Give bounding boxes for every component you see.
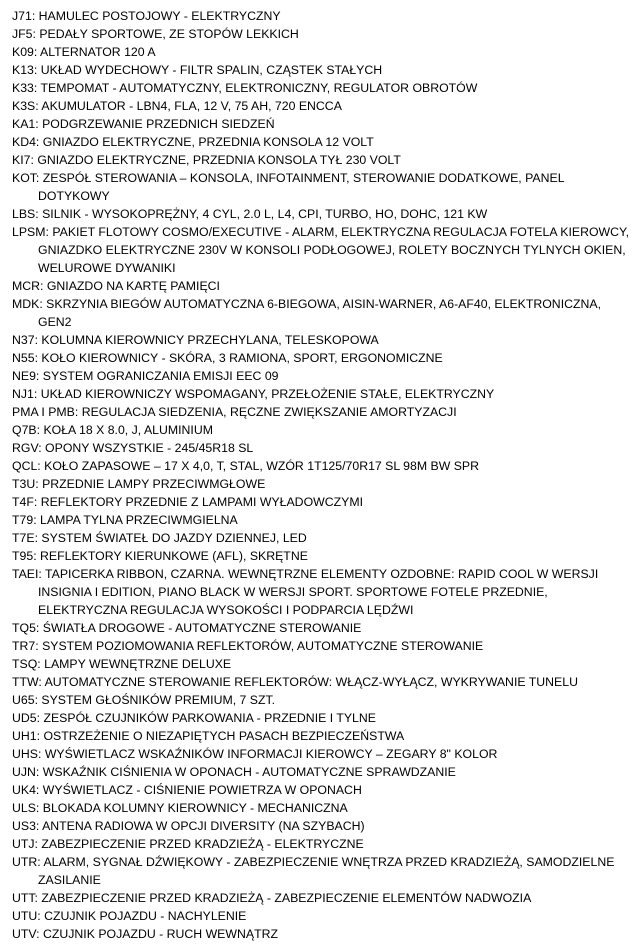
list-item xyxy=(12,925,632,943)
list-item xyxy=(12,43,632,61)
list-item xyxy=(12,367,632,385)
list-item xyxy=(12,457,632,475)
option-description: WYŚWIETLACZ - CIŚNIENIE POWIETRZA W OPONACH xyxy=(42,783,362,797)
option-description: GNIAZDO NA KARTĘ PAMIĘCI xyxy=(46,279,220,293)
list-item xyxy=(12,655,632,673)
option-code: T4F : xyxy=(12,495,41,509)
list-item xyxy=(12,547,632,565)
option-description: SYSTEM POZIOMOWANIA REFLEKTORÓW, AUTOMATYCZNE STEROWANIE xyxy=(42,639,484,653)
option-description: REGULACJA SIEDZENIA, RĘCZNE ZWIĘKSZANIE AMORTYZACJI xyxy=(81,405,457,419)
list-item xyxy=(12,853,632,889)
list-item xyxy=(12,817,632,835)
option-code: ULS : xyxy=(12,801,43,815)
option-code: QCL : xyxy=(12,459,44,473)
option-description: WSKAŹNIK CIŚNIENIA W OPONACH - AUTOMATYCZNE SPRAWDZANIE xyxy=(42,765,456,779)
list-item xyxy=(12,565,632,619)
list-item xyxy=(12,673,632,691)
option-code: T79 : xyxy=(12,513,40,527)
list-item xyxy=(12,907,632,925)
list-item xyxy=(12,61,632,79)
option-description: CZUJNIK POJAZDU - RUCH WEWNĄTRZ xyxy=(42,927,278,941)
option-description: PAKIET FLOTOWY COSMO/EXECUTIVE - ALARM, ELEKTRYCZNA REGULACJA FOTELA KIEROWCY, GNIAZDKO ELEKTRYCZNE 230V W KONSOLI PODŁOGOWEJ, ROLETY BOCZNYCH TYLNYCH OKIEN, WELUROWE DYWANIKI xyxy=(38,225,630,275)
list-item xyxy=(12,439,632,457)
option-description: SILNIK - WYSOKOPRĘŻNY, 4 CYL, 2.0 L, L4, CPI, TURBO, HO, DOHC, 121 KW xyxy=(42,207,488,221)
option-code: LPSM : xyxy=(12,225,52,239)
option-description: GNIAZDO ELEKTRYCZNE, PRZEDNIA KONSOLA 12 VOLT xyxy=(42,135,374,149)
option-description: KOŁO ZAPASOWE – 17 X 4,0, T, STAL, WZÓR 1T125/70R17 SL 98M BW SPR xyxy=(44,459,480,473)
list-item xyxy=(12,889,632,907)
option-code: UH1 : xyxy=(12,729,43,743)
list-item xyxy=(12,835,632,853)
list-item xyxy=(12,151,632,169)
option-description: PEDAŁY SPORTOWE, ZE STOPÓW LEKKICH xyxy=(39,27,299,41)
option-code: LBS : xyxy=(12,207,42,221)
option-code: T7E : xyxy=(12,531,41,545)
option-code: KI7 : xyxy=(12,153,37,167)
list-item xyxy=(12,637,632,655)
option-description: SYSTEM OGRANICZANIA EMISJI EEC 09 xyxy=(42,369,279,383)
option-code: UTU : xyxy=(12,909,44,923)
option-description: LAMPY WEWNĘTRZNE DELUXE xyxy=(44,657,232,671)
list-item xyxy=(12,349,632,367)
option-code-list xyxy=(12,7,632,943)
list-item xyxy=(12,277,632,295)
list-item xyxy=(12,727,632,745)
option-description: SKRZYNIA BIEGÓW AUTOMATYCZNA 6-BIEGOWA, AISIN-WARNER, A6-AF40, ELEKTRONICZNA, GEN2 xyxy=(38,297,601,329)
option-description: AKUMULATOR - LBN4, FLA, 12 V, 75 AH, 720 ENCCA xyxy=(41,99,342,113)
option-description: ZABEZPIECZENIE PRZED KRADZIEŻĄ - ELEKTRYCZNE xyxy=(41,837,364,851)
option-description: ALTERNATOR 120 A xyxy=(40,45,156,59)
option-code: MCR : xyxy=(12,279,47,293)
option-description: PODGRZEWANIE PRZEDNICH SIEDZEŃ xyxy=(42,117,275,131)
option-code: TAEI : xyxy=(12,567,45,581)
option-code: UTR : xyxy=(12,855,43,869)
list-item xyxy=(12,79,632,97)
option-code: J71 : xyxy=(12,9,39,23)
option-code: N55 : xyxy=(12,351,41,365)
option-code: K13 : xyxy=(12,63,41,77)
option-code: TR7 : xyxy=(12,639,42,653)
option-code: UJN : xyxy=(12,765,43,779)
list-item xyxy=(12,511,632,529)
option-code: Q7B : xyxy=(12,423,43,437)
list-item xyxy=(12,493,632,511)
option-code: JF5 : xyxy=(12,27,39,41)
list-item xyxy=(12,799,632,817)
list-item xyxy=(12,25,632,43)
option-description: HAMULEC POSTOJOWY - ELEKTRYCZNY xyxy=(38,9,281,23)
list-item xyxy=(12,709,632,727)
option-code: K3S : xyxy=(12,99,41,113)
option-code: U65 : xyxy=(12,693,41,707)
option-description: ZESPÓŁ CZUJNIKÓW PARKOWANIA - PRZEDNIE I TYLNE xyxy=(43,711,376,725)
list-item xyxy=(12,385,632,403)
option-description: KOŁA 18 X 8.0, J, ALUMINIUM xyxy=(43,423,213,437)
option-code: UD5 : xyxy=(12,711,43,725)
option-code: RGV : xyxy=(12,441,45,455)
option-code: K09 : xyxy=(12,45,40,59)
option-code: TTW : xyxy=(12,675,45,689)
option-code: KOT : xyxy=(12,171,43,185)
list-item xyxy=(12,619,632,637)
list-item xyxy=(12,133,632,151)
option-code: UTT : xyxy=(12,891,41,905)
list-item xyxy=(12,745,632,763)
option-description: OSTRZEŻENIE O NIEZAPIĘTYCH PASACH BEZPIECZEŃSTWA xyxy=(43,729,405,743)
option-description: REFLEKTORY PRZEDNIE Z LAMPAMI WYŁADOWCZYMI xyxy=(40,495,363,509)
option-code: N37 : xyxy=(12,333,41,347)
option-code: UHS : xyxy=(12,747,45,761)
option-description: ALARM, SYGNAŁ DŹWIĘKOWY - ZABEZPIECZENIE WNĘTRZA PRZED KRADZIEŻĄ, SAMODZIELNE ZASILANIE xyxy=(38,855,615,887)
list-item xyxy=(12,331,632,349)
option-code: T95 : xyxy=(12,549,40,563)
list-item xyxy=(12,223,632,277)
list-item xyxy=(12,403,632,421)
list-item xyxy=(12,691,632,709)
list-item xyxy=(12,781,632,799)
option-code: KA1 : xyxy=(12,117,42,131)
option-description: LAMPA TYLNA PRZECIWMGIELNA xyxy=(40,513,238,527)
list-item xyxy=(12,115,632,133)
list-item xyxy=(12,295,632,331)
list-item xyxy=(12,421,632,439)
option-description: UKŁAD WYDECHOWY - FILTR SPALIN, CZĄSTEK STAŁYCH xyxy=(40,63,383,77)
option-description: KOŁO KIEROWNICY - SKÓRA, 3 RAMIONA, SPORT, ERGONOMICZNE xyxy=(41,351,443,365)
option-code: NJ1 : xyxy=(12,387,41,401)
list-item xyxy=(12,97,632,115)
list-item xyxy=(12,529,632,547)
option-description: AUTOMATYCZNE STEROWANIE REFLEKTORÓW: WŁĄCZ-WYŁĄCZ, WYKRYWANIE TUNELU xyxy=(44,675,578,689)
option-code: NE9 : xyxy=(12,369,43,383)
option-description: GNIAZDO ELEKTRYCZNE, PRZEDNIA KONSOLA TYŁ 230 VOLT xyxy=(37,153,401,167)
option-description: UKŁAD KIEROWNICZY WSPOMAGANY, PRZEŁOŻENIE STAŁE, ELEKTRYCZNY xyxy=(40,387,495,401)
list-item xyxy=(12,169,632,205)
option-code: US3 : xyxy=(12,819,42,833)
list-item xyxy=(12,7,632,25)
option-description: TEMPOMAT - AUTOMATYCZNY, ELEKTRONICZNY, REGULATOR OBROTÓW xyxy=(40,81,478,95)
list-item xyxy=(12,763,632,781)
option-code: TQ5 : xyxy=(12,621,43,635)
option-description: ŚWIATŁA DROGOWE - AUTOMATYCZNE STEROWANIE xyxy=(42,621,362,635)
list-item xyxy=(12,475,632,493)
option-description: CZUJNIK POJAZDU - NACHYLENIE xyxy=(44,909,247,923)
option-code: K33 : xyxy=(12,81,41,95)
option-description: KOLUMNA KIEROWNICY PRZECHYLANA, TELESKOPOWA xyxy=(41,333,379,347)
option-code: T3U : xyxy=(12,477,42,491)
option-description: REFLEKTORY KIERUNKOWE (AFL), SKRĘTNE xyxy=(40,549,308,563)
option-description: ZABEZPIECZENIE PRZED KRADZIEŻĄ - ZABEZPIECZENIE ELEMENTÓW NADWOZIA xyxy=(41,891,532,905)
option-code: TSQ : xyxy=(12,657,44,671)
option-code: UTV : xyxy=(12,927,43,941)
option-description: PRZEDNIE LAMPY PRZECIWMGŁOWE xyxy=(42,477,266,491)
option-code: UK4 : xyxy=(12,783,43,797)
option-description: SYSTEM ŚWIATEŁ DO JAZDY DZIENNEJ, LED xyxy=(41,531,307,545)
option-code: UTJ : xyxy=(12,837,41,851)
option-description: ZESPÓŁ STEROWANIA – KONSOLA, INFOTAINMENT, STEROWANIE DODATKOWE, PANEL DOTYKOWY xyxy=(38,171,565,203)
option-description: ANTENA RADIOWA W OPCJI DIVERSITY (NA SZYBACH) xyxy=(42,819,365,833)
list-item xyxy=(12,205,632,223)
option-description: SYSTEM GŁOŚNIKÓW PREMIUM, 7 SZT. xyxy=(41,693,276,707)
option-description: BLOKADA KOLUMNY KIEROWNICY - MECHANICZNA xyxy=(42,801,348,815)
option-description: TAPICERKA RIBBON, CZARNA. WEWNĘTRZNE ELEMENTY OZDOBNE: RAPID COOL W WERSJI INSIGNIA I EDITION, PIANO BLACK W WERSJI SPORT. SPORTOWE FOTELE PRZEDNIE, ELEKTRYCZNA REGULACJA WYSOKOŚCI I PODPARCIA LĘDŹWI xyxy=(38,567,599,617)
option-code: KD4 : xyxy=(12,135,43,149)
option-code: MDK : xyxy=(12,297,46,311)
option-description: OPONY WSZYSTKIE - 245/45R18 SL xyxy=(45,441,254,455)
option-code: PMA I PMB : xyxy=(12,405,82,419)
option-description: WYŚWIETLACZ WSKAŹNIKÓW INFORMACJI KIEROWCY – ZEGARY 8" KOLOR xyxy=(44,747,498,761)
